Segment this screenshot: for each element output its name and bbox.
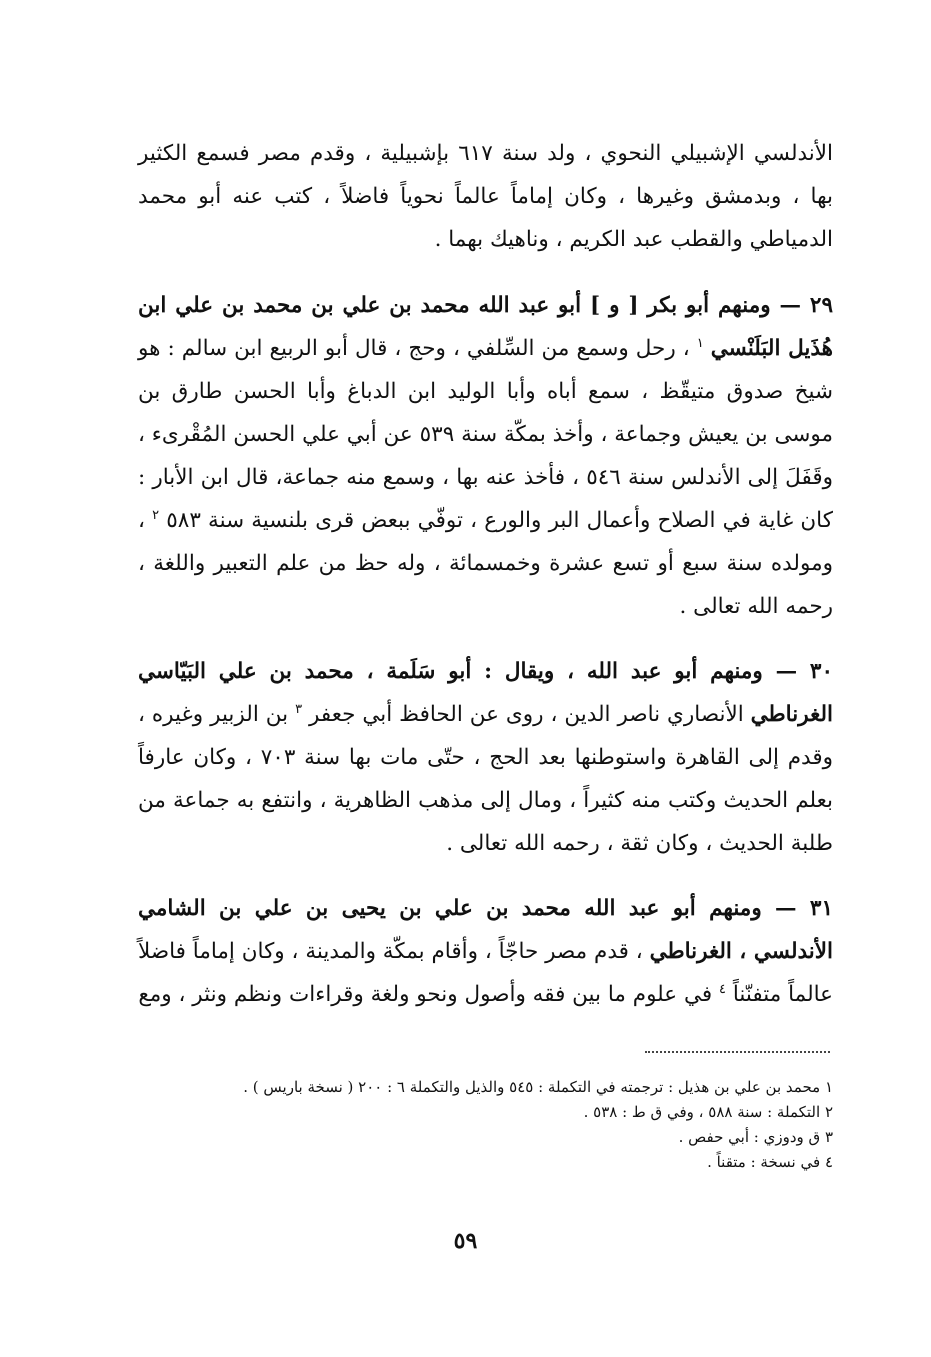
main-text bbox=[138, 132, 833, 1016]
entry-30 bbox=[138, 650, 833, 865]
opening-paragraph bbox=[138, 132, 833, 261]
footnote: ٣ ق ودوزي : أبي حفص . bbox=[678, 1128, 833, 1146]
footnote-ref: ١ bbox=[696, 335, 704, 351]
entry-heading: ٣١ — ومنهم أبو عبد الله محمد بن علي بن يحيى بن علي بن الشامي الأندلسي ، الغرناطي bbox=[138, 896, 834, 964]
entry-31 bbox=[138, 887, 833, 1016]
text-line: بها ، وبدمشق وغيرها ، وكان إماماً عالماً نحوياً فاضلاً ، كتب عنه أبو محمد bbox=[138, 184, 833, 209]
entry-body: الأنصاري ناصر الدين ، روى عن الحافظ أبي جعفر bbox=[309, 702, 744, 727]
entry-heading: ٣٠ — ومنهم أبو عبد الله ، ويقال : أبو سَلَمة ، محمد بن علي البَيّاسي الغرناطي bbox=[138, 659, 833, 727]
footnotes bbox=[138, 1075, 833, 1175]
footnote: ٢ التكملة : سنة ٥٨٨ ، وفي ق ط : ٥٣٨ . bbox=[583, 1103, 833, 1121]
text-line: الدمياطي والقطب عبد الكريم ، وناهيك بهما . bbox=[434, 227, 833, 252]
footnote: ٤ في نسخة : متقناً . bbox=[707, 1153, 833, 1171]
text-line: الأندلسي الإشبيلي النحوي ، ولد سنة ٦١٧ بإشبيلية ، وقدم مصر فسمع الكثير bbox=[138, 141, 834, 166]
footnote-ref: ٤ bbox=[719, 981, 726, 997]
footnote-ref: ٢ bbox=[152, 507, 160, 523]
entry-body: بن الزبير وغيره ، وقدم إلى القاهرة واستوطنها بعد الحج ، حتّى مات بها سنة ٧٠٣ ، وكان عارفاً بعلم الحديث وكتب منه كثيراً ، ومال إلى مذهب الظاهرية ، وانتفع به جماعة من طلبة الحديث ، وكان ثقة ، رحمه الله تعالى . bbox=[138, 702, 833, 856]
entry-body: في علوم ما بين فقه وأصول ونحو ولغة وقراءات ونظم ونثر ، ومع bbox=[138, 982, 713, 1007]
entry-body: ، رحل وسمع من السِّلفي ، وحج ، قال أبو الربيع ابن سالم : هو شيخ صدوق متيقّظ ، سمع أباه وأبا الوليد ابن الدباغ وأبا الحسن طارق بن موسى بن يعيش وجماعة ، وأخذ بمكّة سنة ٥٣٩ عن أبي علي الحسن المُقْرىء ، وقَفَلَ إلى الأندلس سنة ٥٤٦ ، فأخذ عنه بها ، وسمع منه جماعة، قال ابن الأبار : كان غاية في الصلاح وأعمال البر والورع ، توفّي ببعض قرى بلنسية سنة ٥٨٣ bbox=[138, 336, 834, 533]
page-number: ٥٩ bbox=[453, 1228, 478, 1254]
footnote-divider bbox=[645, 1051, 830, 1053]
entry-body: ، ومولده سنة سبع أو تسع عشرة وخمسمائة ، وله حظ من علم التعبير واللغة ، رحمه الله تعالى . bbox=[138, 508, 833, 619]
entry-body: ، قدم مصر حاجّاً ، وأقام بمكّة والمدينة ، وكان إماماً فاضلاً عالماً متفنّناً bbox=[138, 939, 833, 1007]
footnote: ١ محمد بن علي بن هذيل : ترجمته في التكملة : ٥٤٥ والذيل والتكملة ٦ : ٢٠٠ ( نسخة باريس ) . bbox=[243, 1078, 833, 1096]
entry-heading: ٢٩ — ومنهم أبو بكر [ و ] أبو عبد الله محمد بن علي بن محمد بن علي ابن هُذَيل البَلَنْسي bbox=[138, 293, 833, 361]
footnote-ref: ٣ bbox=[295, 701, 303, 717]
entry-29 bbox=[138, 284, 833, 628]
